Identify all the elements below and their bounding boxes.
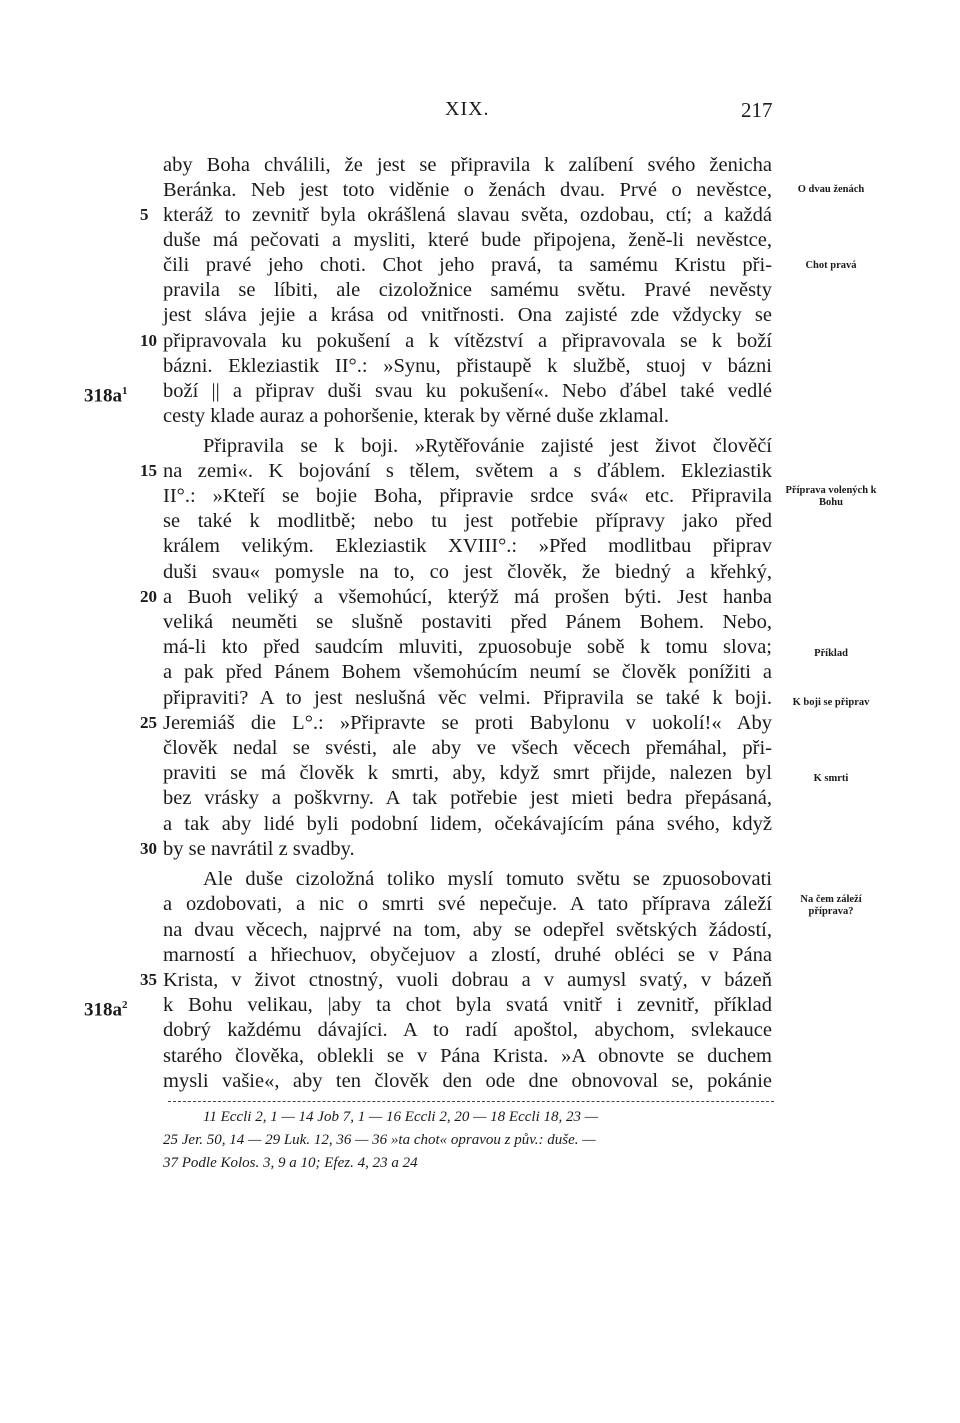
folio-mark <box>84 378 128 409</box>
text-line: a pak před Pánem Bohem všemohúcím neumí se člověk ponížiti a <box>163 661 772 683</box>
line-number: 25 <box>140 713 157 732</box>
text-line: připraviti? A to jest neslušná věc velmi. Připravila se také k boji. <box>163 687 772 709</box>
line-number: 20 <box>140 587 157 606</box>
line-number: 35 <box>140 970 157 989</box>
text-line: a tak aby lidé byli podobní lidem, očekávajícím pána svého, když <box>163 813 772 835</box>
text-line: a Buoh veliký a všemohúcí, kterýž má prošen býti. Jest hanba <box>163 586 772 608</box>
text-line: Ale duše cizoložná toliko myslí tomuto světu se zpuosobovati <box>203 868 772 890</box>
text-line: se také k modlitbě; nebo tu jest potřebie přípravy jako před <box>163 510 772 532</box>
text-line: veliká neuměti se slušně postaviti před Pánem Bohem. Nebo, <box>163 611 772 633</box>
margin-note: K smrti <box>813 773 849 784</box>
margin-note: Příprava volených k Bohu <box>785 485 877 508</box>
text-line: Připravila se k boji. »Rytěřovánie zajisté jest život člověčí <box>203 435 772 457</box>
text-line: Krista, v život ctnostný, vuoli dobrau a v aumysl svatý, v bázeň <box>163 969 772 991</box>
margin-note: K boji se připrav <box>792 697 870 708</box>
text-line: čili pravé jeho choti. Chot jeho pravá, ta samému Kristu při- <box>163 254 772 276</box>
line-number: 30 <box>140 839 157 858</box>
text-line: kteráž to zevnitř byla okrášlená slavau světa, ozdobau, ctí; a každá <box>163 204 772 226</box>
margin-note: Chot pravá <box>805 260 857 271</box>
folio-base: 318a <box>84 385 122 407</box>
text-line: duše má pečovati a mysliti, které bude připojena, ženě-li nevěstce, <box>163 229 772 251</box>
text-line: na dvau věcech, najprvé na tom, aby se odepřel světských žádostí, <box>163 919 772 941</box>
folio-base: 318a <box>84 999 122 1021</box>
line-number: 10 <box>140 331 157 350</box>
margin-note: Na čem záleží příprava? <box>800 894 862 917</box>
margin-note: O dvau ženách <box>797 184 865 195</box>
text-line: Jeremiáš die L°.: »Připravte se proti Babylonu v uokolí!« Aby <box>163 712 772 734</box>
text-line: člověk nedal se svésti, ale aby ve všech věcech přemáhal, při- <box>163 737 772 759</box>
footnote-line: 11 Eccli 2, 1 — 14 Job 7, 1 — 16 Eccli 2, 20 — 18 Eccli 18, 23 — <box>203 1109 599 1125</box>
folio-sup: 1 <box>122 385 128 397</box>
text-line: II°.: »Kteří se bojie Boha, připravie srdce svá« etc. Připravila <box>163 485 772 507</box>
text-line: králem velikým. Ekleziastik XVIII°.: »Před modlitbau připrav <box>163 535 772 557</box>
text-line: bez vrásky a poškvrny. A tak potřebie jest mieti bedra přepásaná, <box>163 787 772 809</box>
text-line: dobrý každému dávajíci. A to radí apoštol, abychom, svlekauce <box>163 1019 772 1041</box>
margin-note: Příklad <box>814 648 848 659</box>
text-line: aby Boha chválili, že jest se připravila k zalíbení svého ženicha <box>163 154 772 176</box>
text-line: Beránka. Neb jest toto viděnie o ženách dvau. Prvé o nevěstce, <box>163 179 772 201</box>
text-line: k Bohu velikau, |aby ta chot byla svatá vnitř i zevnitř, příklad <box>163 994 772 1016</box>
section-number: XIX. <box>445 98 490 120</box>
text-line: připravovala ku pokušení a k vítězství a připravovala se k boží <box>163 330 772 352</box>
text-line: praviti se má člověk k smrti, aby, když smrt přijde, nalezen byl <box>163 762 772 784</box>
line-number: 15 <box>140 461 157 480</box>
line-number: 5 <box>140 205 149 224</box>
text-line: duši svau« pomysle na to, co jest člověk, že biedný a křehký, <box>163 561 772 583</box>
page-number: 217 <box>741 98 773 122</box>
text-line: pravila se líbiti, ale cizoložnice samému světu. Pravé nevěsty <box>163 279 772 301</box>
running-header <box>0 98 960 126</box>
text-line: jest sláva jejie a krása od vnitřnosti. Ona zajisté zde vždycky se <box>163 304 772 326</box>
text-line: boží || a připrav duši svau ku pokušení«. Nebo ďábel také vedlé <box>163 380 772 402</box>
text-line: marností a hřiechuov, obyčejuov a zlostí, druhé obléci se v Pána <box>163 944 772 966</box>
footnote-line: 37 Podle Kolos. 3, 9 a 10; Efez. 4, 23 a 24 <box>163 1155 418 1171</box>
text-line: by se navrátil z svadby. <box>163 838 355 860</box>
text-line: a ozdobovati, a nic o smrti své nepečuje. A tato příprava záleží <box>163 893 772 915</box>
text-line: mysli vašie«, aby ten člověk den ode dne obnovoval se, pokánie <box>163 1070 772 1092</box>
text-line: má-li kto před saudcím mluviti, zpuosobuje sobě k tomu slova; <box>163 636 772 658</box>
text-line: bázni. Ekleziastik II°.: »Synu, přistaupě k službě, stuoj v bázni <box>163 355 772 377</box>
text-line: starého člověka, oblekli se v Pána Krista. »A obnovte se duchem <box>163 1045 772 1067</box>
footnote-divider <box>168 1101 774 1102</box>
footnote-line: 25 Jer. 50, 14 — 29 Luk. 12, 36 — 36 »ta chot« opravou z pův.: duše. — <box>163 1132 596 1148</box>
folio-sup: 2 <box>122 999 128 1011</box>
text-line: na zemi«. K bojování s tělem, světem a s ďáblem. Ekleziastik <box>163 460 772 482</box>
folio-mark <box>84 992 128 1023</box>
text-line: cesty klade auraz a pohoršenie, kterak by věrné duše zklamal. <box>163 405 670 427</box>
